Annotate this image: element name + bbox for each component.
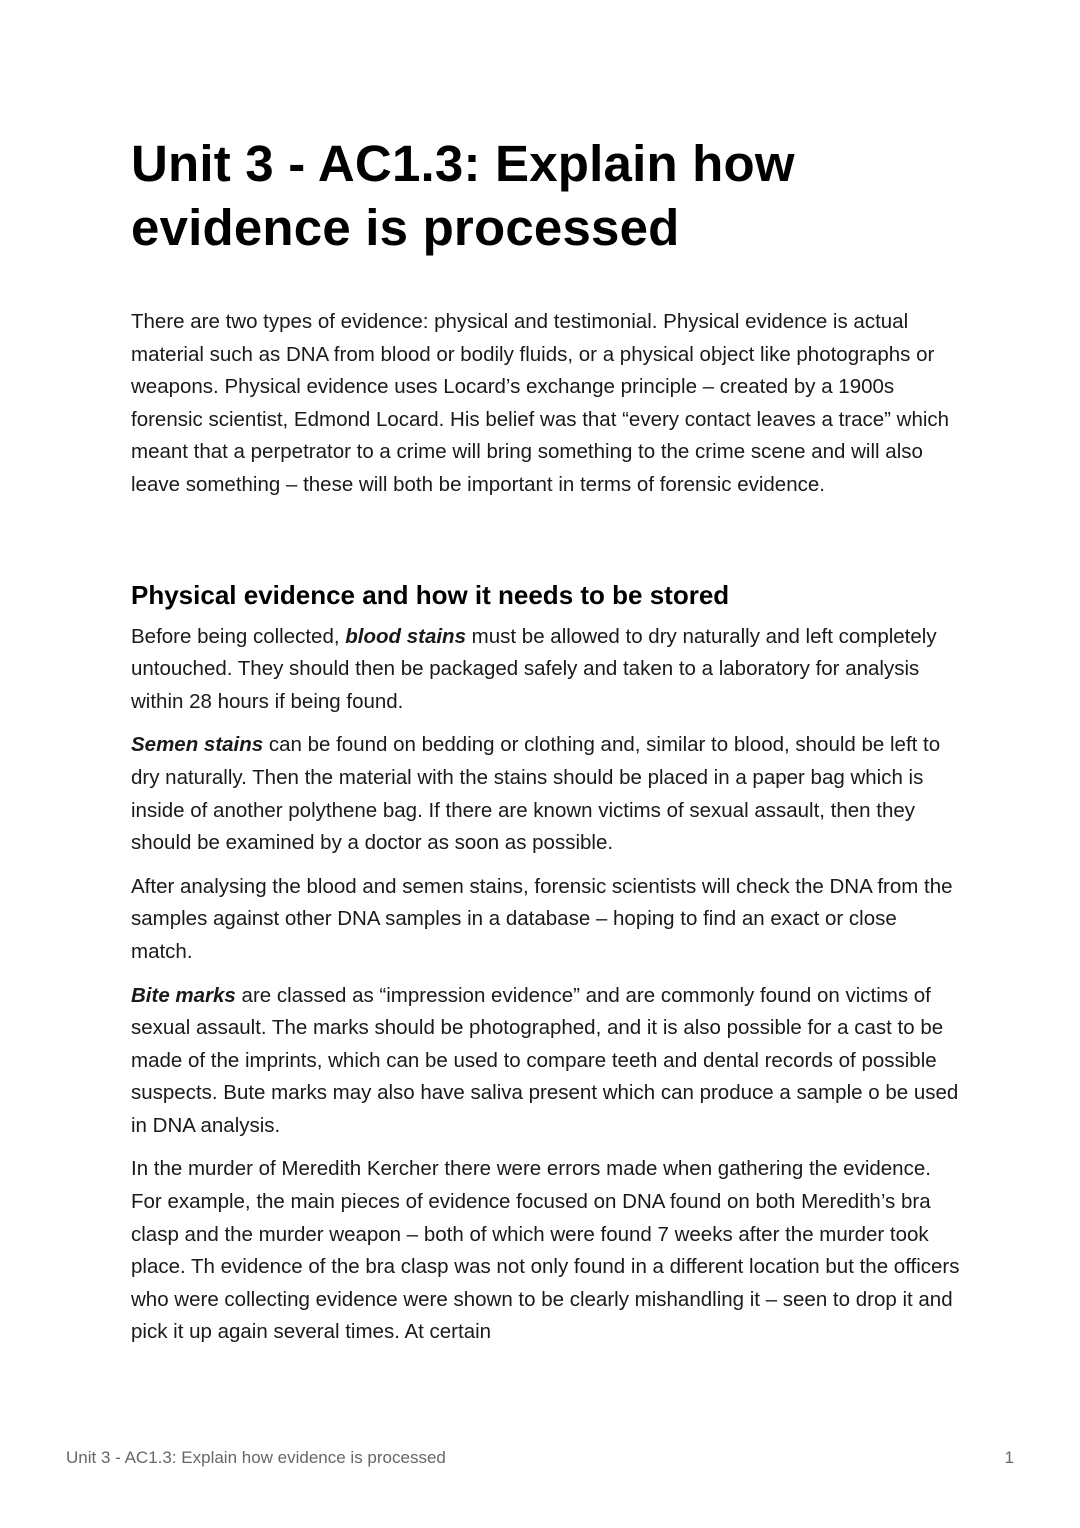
blood-stains-term: blood stains [345,624,466,648]
blood-stains-lead-text: Before being collected, [131,624,346,648]
blood-stains-paragraph [131,621,961,719]
semen-stains-paragraph [131,729,961,859]
semen-stains-term: Semen stains [131,733,264,757]
blood-stains-text: must be allowed to dry naturally and left completely untouched. They should then be packaged safely and taken to a laboratory for analysis within 28 hours if being found. [131,624,937,713]
bite-marks-term: Bite marks [131,983,236,1007]
dna-analysis-paragraph: After analysing the blood and semen stains, forensic scientists will check the DNA from the samples against other DNA samples in a database – hoping to find an exact or close match. [131,874,953,963]
intro-paragraph: There are two types of evidence: physical and testimonial. Physical evidence is actual material such as DNA from blood or bodily fluids, or a physical object like photographs or weapons. Physical evidence uses Locard’s exchange principle – created by a 1900s forensic scientist, Edmond Locard. His belief was that “every contact leaves a trace” which meant that a perpetrator to a crime will bring something to the crime scene and will also leave something – these will both be important in terms of forensic evidence. [131,310,950,496]
bite-marks-paragraph [131,980,961,1143]
page-title: Unit 3 - AC1.3: Explain how evidence is processed [131,135,795,256]
semen-stains-text: can be found on bedding or clothing and, similar to blood, should be left to dry naturally. Then the material with the stains should be placed in a paper bag which is inside of another polythene bag. If there are known victims of sexual assault, then they should be examined by a doctor as soon as possible. [131,733,941,855]
page-number: 1 [1004,1448,1014,1467]
page-content [131,132,961,1349]
page-footer [66,1448,1014,1472]
section-heading: Physical evidence and how it needs to be stored [131,579,730,610]
kercher-case-paragraph: In the murder of Meredith Kercher there were errors made when gathering the evidence. For example, the main pieces of evidence focused on DNA found on both Meredith’s bra clasp and the murder weapon – both of which were found 7 weeks after the murder took place. Th evidence of the bra clasp was not only found in a different location but the officers who were collecting evidence were shown to be clearly mishandling it – seen to drop it and pick it up again several times. At certain [131,1157,960,1344]
bite-marks-text: are classed as “impression evidence” and are commonly found on victims of sexual assault. The marks should be photographed, and it is also possible for a cast to be made of the imprints, which can be used to compare teeth and dental records of possible suspects. Bute marks may also have saliva present which can produce a sample o be used in DNA analysis. [131,983,959,1137]
footer-title: Unit 3 - AC1.3: Explain how evidence is processed [66,1448,446,1467]
